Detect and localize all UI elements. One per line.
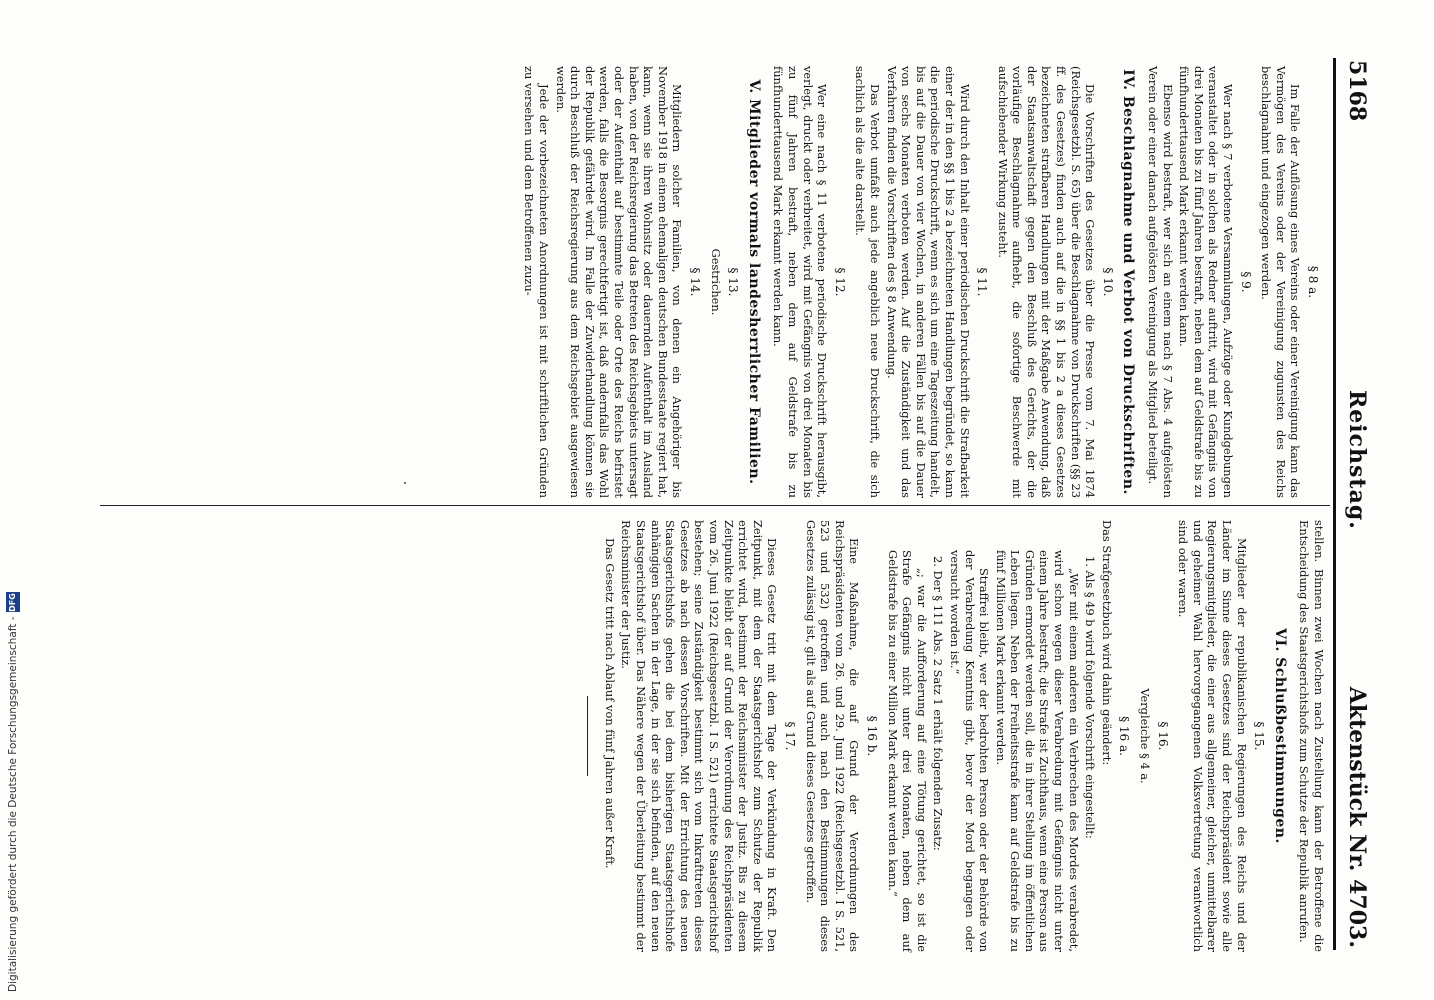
paragraph-number: § 16. xyxy=(1155,721,1170,751)
scan-speck xyxy=(404,482,406,484)
right-column xyxy=(587,520,1326,952)
section-heading: VI. Schlußbestimmungen. xyxy=(1271,628,1288,844)
paragraph-number: § 17. xyxy=(783,721,797,751)
paragraph-number: § 15. xyxy=(1252,721,1267,751)
paragraph-number: § 9. xyxy=(1238,271,1253,293)
body-paragraph: Das Strafgesetzbuch wird dahin geändert: xyxy=(1099,520,1114,766)
body-paragraph: Jede der vorbezeichneten Anordnungen ist mit schriftlichen Gründen zu versehen und dem Betroffenen zuzu- xyxy=(522,66,552,498)
column-divider xyxy=(100,505,1330,506)
quoted-provision: „Wer mit einem anderen ein Verbrechen des Mordes verabredet, wird schon wegen dieser Verabredung mit Gefängnis nicht unter einem Jahre bestraft; die Strafe ist Zuchthaus, wenn eine Person aus Gründen ermordet werden soll, die in ihrer Stellung im öffentlichen Leben liegen. Neben der Freiheitsstrafe kann auf Geldstrafe bis zu fünf Millionen Mark erkannt werden. xyxy=(993,550,1081,952)
page-number: 5168 xyxy=(1344,60,1370,122)
list-item: 1. Als § 49 b wird folgende Vorschrift eingestellt: xyxy=(1083,556,1098,839)
body-paragraph: Wer eine nach § 11 verbotene periodische Druckschrift herausgibt, verlegt, druckt oder verbreitet, wird mit Gefängnis von drei Monaten bis zu fünf Jahren bestraft, neben dem auf Geldstrafe bis zu fünfhunderttausend Mark erkannt werden kann. xyxy=(771,66,830,498)
page-header xyxy=(1334,60,1374,948)
body-paragraph: Das Gesetz tritt nach Ablauf von fünf Jahren außer Kraft. xyxy=(602,538,617,869)
body-paragraph: Eine Maßnahme, die auf Grund der Verordnungen des Reichspräsidenten vom 26. und 29. Juni 1922 (Reichsgesetzbl. I S. 521, 523 und 532) getroffen und auch nach den Bestimmungen dieses Gesetzes zulässig ist, gilt als auf Grund dieses Gesetzes getroffen. xyxy=(803,520,862,952)
credit-text: Digitalisierung gefördert durch die Deutsche Forschungsgemeinschaft - xyxy=(7,616,19,992)
body-paragraph: Wird durch den Inhalt einer periodischen Druckschrift die Strafbarkeit einer der in den §§ 1 bis 2 a bezeichneten Handlungen begründet, so kann die periodische Druckschrift, wenn es sich um eine Tageszeitung handelt, bis auf die Dauer von vier Wochen, in anderen Fällen bis auf die Dauer von sechs Monaten verboten werden. Auf die Zuständigkeit und das Verfahren finden die Vorschriften des § 8 Anwendung. xyxy=(884,66,972,498)
body-paragraph: Das Verbot umfaßt auch jede angeblich neue Druckschrift, die sich sachlich als die alte darstellt. xyxy=(853,66,882,498)
body-paragraph: stellen. Binnen zwei Wochen nach Zustellung kann der Betroffene die Entscheidung des Staatsgerichtshofs zum Schutze der Republik anrufen. xyxy=(1297,520,1326,952)
quoted-provision: Straffrei bleibt, wer der bedrohten Person oder der Behörde von der Verabredung Kenntnis gibt, bevor der Mord begangen oder versucht worden ist.“ xyxy=(947,550,992,952)
dfg-logo-icon: DFG xyxy=(6,592,20,612)
body-paragraph: Dieses Gesetz tritt mit dem Tage der Verkündung in Kraft. Den Zeitpunkt, mit dem der Staatsgerichtshof zum Schutze der Republik errichtet wird, bestimmt der Reichsminister der Justiz. Bis zu diesem Zeitpunkte bleibt der auf Grund der Verordnung des Reichspräsidenten vom 26. Juni 1922 (Reichsgesetzbl. I S. 521) errichtete Staatsgerichtshof bestehen; seine Zuständigkeit bestimmt sich vom Inkrafttreten dieses Gesetzes ab nach dessen Vorschriften. Mit der Errichtung des neuen Staatsgerichtshofs gehen die bei dem bisherigen Staatsgerichtshofe anhängigen Sachen in der Lage, in der sie sich befinden, auf den neuen Staatsgerichtshof über. Das Nähere wegen der Überleitung bestimmt der Reichsminister der Justiz. xyxy=(619,520,780,952)
paragraph-number: § 13. xyxy=(726,267,741,297)
section-heading: IV. Beschlagnahme und Verbot von Druckschriften. xyxy=(1120,69,1137,495)
body-paragraph: Die Vorschriften des Gesetzes über die Presse vom 7. Mai 1874 (Reichsgesetzbl. S. 65) über die Beschlagnahme von Druckschriften (§§ 23 ff. des Gesetzes) finden auch auf die in §§ 1 bis 2 a dieses Gesetzes bezeichneten strafbaren Handlungen mit der Maßgabe Anwendung, daß der Staatsanwaltschaft gegen den Beschluß des Gerichts, der die vorläufige Beschlagnahme aufhebt, die sofortige Beschwerde mit aufschiebender Wirkung zusteht. xyxy=(995,66,1098,498)
quoted-provision: „; war die Aufforderung auf eine Tötung gerichtet, so ist die Strafe Gefängnis nicht unter drei Monaten, neben dem auf Geldstrafe bis zu einer Million Mark erkannt werden kann.“ xyxy=(885,550,929,952)
body-paragraph: Mitgliedern solcher Familien, von denen ein Angehöriger bis November 1918 in einem ehemaligen deutschen Bundesstaate regiert hat, kann, wenn sie ihren Wohnsitz oder dauernden Aufenthalt im Ausland haben, von der Reichsregierung das Betreten des Reichsgebiets untersagt oder der Aufenthalt auf bestimmte Teile oder Orte des Reichs befristet werden, falls die Besorgnis gerechtfertigt ist, daß andernfalls das Wohl der Republik gefährdet wird. Im Falle der Zuwiderhandlung können sie durch Beschluß der Reichsregierung aus dem Reichsgebiet ausgewiesen werden. xyxy=(553,66,685,498)
sub-heading: Gestrichen. xyxy=(708,248,723,316)
body-paragraph: Mitglieder der republikanischen Regierungen des Reichs und der Länder im Sinne dieses Gesetzes sind der Reichspräsident sowie alle Regierungsmitglieder, die einer aus allgemeiner, gleicher, unmittelbarer und geheimer Wahl hervorgegangenen Volksvertretung verantwortlich sind oder waren. xyxy=(1176,520,1249,952)
paragraph-number: § 8 a. xyxy=(1306,265,1320,299)
paragraph-number: § 12. xyxy=(832,267,847,297)
body-paragraph: Ebenso wird bestraft, wer sich an einem nach § 7 Abs. 4 aufgelösten Verein oder einer danach aufgelösten Vereinigung als Mitglied beteiligt. xyxy=(1146,66,1175,498)
paragraph-number: § 10. xyxy=(1100,267,1115,297)
body-paragraph: Wer nach § 7 verbotene Versammlungen, Aufzüge oder Kundgebungen veranstaltet oder in solchen als Redner auftritt, wird mit Gefängnis von drei Monaten bis zu fünf Jahren bestraft, neben dem auf Geldstrafe bis zu fünfhunderttausend Mark erkannt werden kann. xyxy=(1177,66,1236,498)
left-column xyxy=(520,66,1326,498)
end-rule xyxy=(587,696,588,776)
header-title: Reichstag. xyxy=(1344,390,1370,530)
list-item: 2. Der § 111 Abs. 2 Satz 1 erhält folgenden Zusatz: xyxy=(931,556,946,851)
body-paragraph: Im Falle der Auflösung eines Vereins oder einer Vereinigung kann das Vermögen des Vereins oder der Vereinigung zugunsten des Reichs beschlagnahmt und eingezogen werden. xyxy=(1259,66,1303,498)
section-heading: V. Mitglieder vormals landesherrlicher Familien. xyxy=(745,79,762,485)
document-number: Aktenstück Nr. 4703. xyxy=(1344,686,1370,948)
header-rule xyxy=(1333,58,1336,950)
paragraph-number: § 16 b. xyxy=(864,715,879,757)
sub-heading: Vergleiche § 4 a. xyxy=(1138,688,1153,784)
paragraph-number: § 16 a. xyxy=(1117,716,1132,756)
paragraph-number: § 14. xyxy=(688,267,703,297)
paragraph-number: § 11. xyxy=(975,267,990,297)
